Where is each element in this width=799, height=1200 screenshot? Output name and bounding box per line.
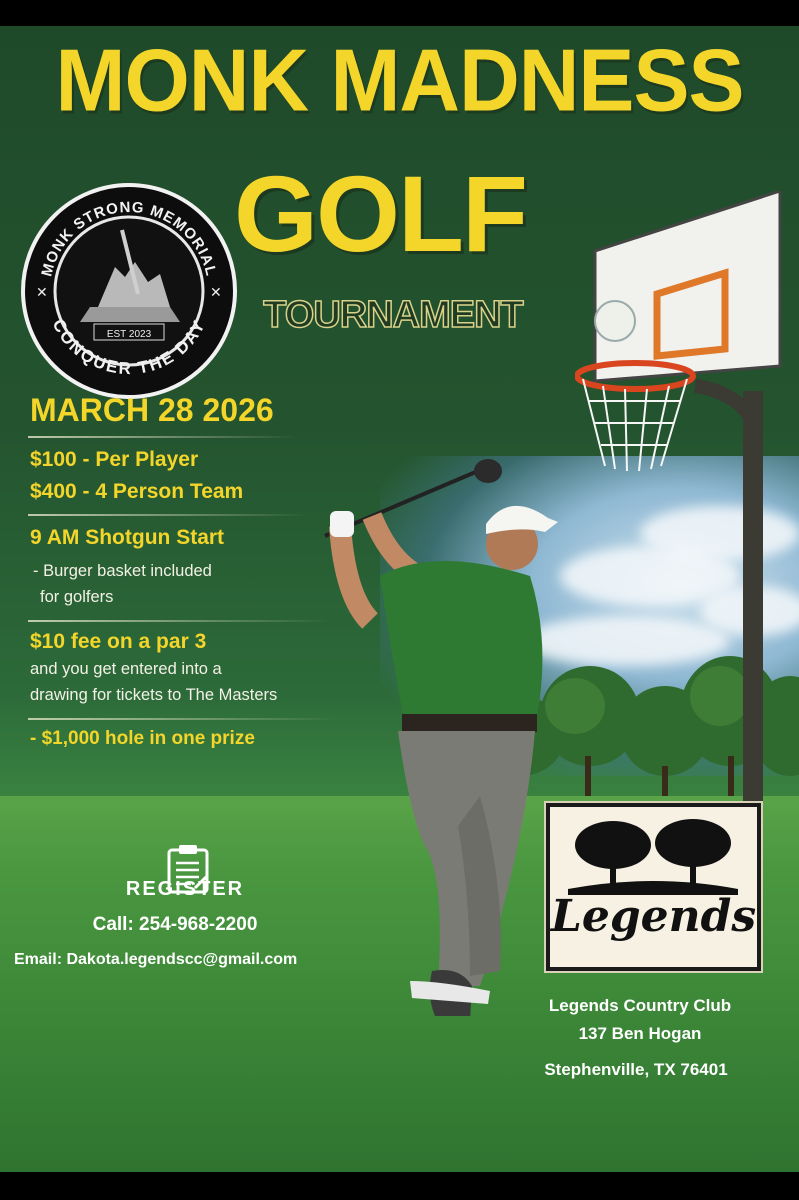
burger-note-line-2: for golfers (40, 588, 114, 606)
venue-street: 137 Ben Hogan (578, 1024, 702, 1043)
svg-text:✕: ✕ (210, 285, 222, 301)
divider (28, 514, 308, 516)
register-heading: REGISTER (125, 878, 245, 900)
start-time: 9 AM Shotgun Start (30, 526, 225, 549)
event-date: MARCH 28 2026 (30, 392, 274, 428)
legends-logo (546, 803, 761, 971)
badge-est: EST 2023 (106, 329, 152, 340)
price-player: $100 - Per Player (30, 448, 199, 471)
memorial-badge (20, 182, 238, 400)
title-line-3: TOURNAMENT (263, 294, 523, 336)
badge-bottom-text: CONQUER THE DAY (48, 316, 210, 379)
fee-line-2: and you get entered into a (30, 660, 222, 678)
title-line-2: GOLF (234, 153, 526, 274)
logo-wordmark: Legends (550, 891, 757, 942)
venue-name: Legends Country Club (548, 996, 732, 1015)
price-team: $400 - 4 Person Team (30, 480, 244, 503)
badge-top-text: MONK STRONG MEMORIAL (38, 198, 220, 279)
burger-note-line-1: - Burger basket included (33, 562, 212, 580)
golfer-illustration (320, 426, 570, 1016)
divider (28, 718, 338, 720)
email-address: Email: Dakota.legendscc@gmail.com (14, 951, 298, 968)
tree-icon (568, 815, 738, 895)
venue-city: Stephenville, TX 76401 (544, 1060, 728, 1079)
hole-in-one-prize: - $1,000 hole in one prize (30, 728, 255, 749)
divider (28, 436, 298, 438)
fee-line-3: drawing for tickets to The Masters (30, 686, 278, 704)
svg-text:✕: ✕ (36, 285, 48, 301)
divider (28, 620, 328, 622)
fee-line-1: $10 fee on a par 3 (30, 630, 207, 653)
title-line-1: MONK MADNESS (55, 30, 744, 130)
tournament-poster (0, 26, 799, 1172)
phone-number: Call: 254-968-2200 (92, 914, 258, 935)
